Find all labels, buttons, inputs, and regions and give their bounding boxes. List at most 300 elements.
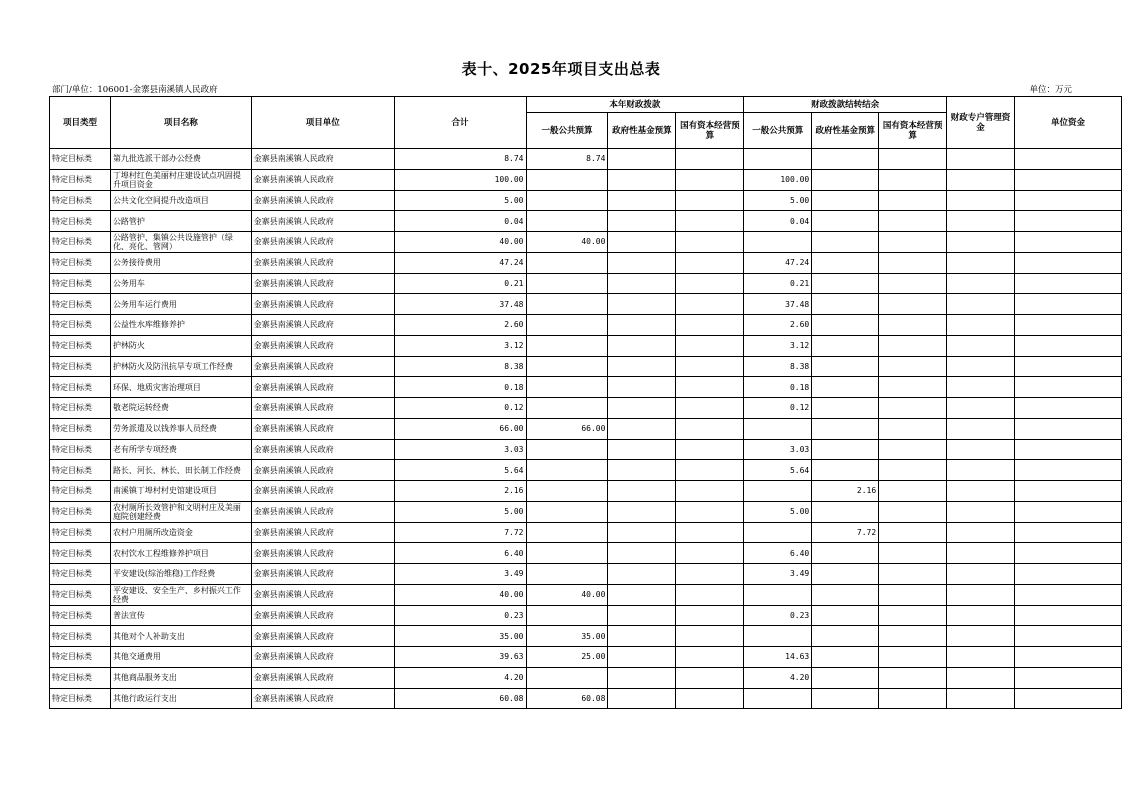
cell-current-general bbox=[526, 190, 608, 211]
cell-unit: 金寨县南溪镇人民政府 bbox=[251, 149, 394, 170]
cell-carryover-fund bbox=[812, 252, 879, 273]
cell-name: 护林防火 bbox=[110, 335, 251, 356]
cell-current-general bbox=[526, 335, 608, 356]
cell-type: 特定目标类 bbox=[50, 169, 111, 190]
cell-current-state bbox=[676, 211, 744, 232]
table-row bbox=[50, 398, 1122, 419]
cell-carryover-general: 3.49 bbox=[744, 564, 812, 585]
cell-special bbox=[947, 294, 1015, 315]
cell-carryover-state bbox=[879, 667, 947, 688]
cell-own bbox=[1015, 584, 1122, 605]
cell-name: 平安建设、安全生产、乡村振兴工作经费 bbox=[110, 584, 251, 605]
cell-type: 特定目标类 bbox=[50, 667, 111, 688]
cell-unit: 金寨县南溪镇人民政府 bbox=[251, 501, 394, 522]
cell-type: 特定目标类 bbox=[50, 605, 111, 626]
cell-current-general bbox=[526, 522, 608, 543]
table-row bbox=[50, 481, 1122, 502]
cell-name: 路长、河长、林长、田长制工作经费 bbox=[110, 460, 251, 481]
table-row bbox=[50, 584, 1122, 605]
cell-name: 其他对个人补助支出 bbox=[110, 626, 251, 647]
table-row bbox=[50, 294, 1122, 315]
cell-own bbox=[1015, 356, 1122, 377]
cell-carryover-general: 4.20 bbox=[744, 667, 812, 688]
cell-own bbox=[1015, 232, 1122, 253]
header-current-state: 国有资本经营预算 bbox=[676, 113, 744, 149]
cell-unit: 金寨县南溪镇人民政府 bbox=[251, 584, 394, 605]
cell-total: 0.23 bbox=[394, 605, 526, 626]
cell-unit: 金寨县南溪镇人民政府 bbox=[251, 398, 394, 419]
table-row bbox=[50, 418, 1122, 439]
cell-total: 5.64 bbox=[394, 460, 526, 481]
cell-current-fund bbox=[608, 647, 676, 668]
cell-carryover-general bbox=[744, 418, 812, 439]
document-title: 表十、2025年项目支出总表 bbox=[461, 60, 661, 78]
cell-carryover-fund bbox=[812, 211, 879, 232]
cell-carryover-general: 0.21 bbox=[744, 273, 812, 294]
cell-total: 40.00 bbox=[394, 232, 526, 253]
cell-current-general bbox=[526, 169, 608, 190]
cell-total: 39.63 bbox=[394, 647, 526, 668]
cell-special bbox=[947, 377, 1015, 398]
cell-current-state bbox=[676, 647, 744, 668]
cell-own bbox=[1015, 190, 1122, 211]
cell-current-state bbox=[676, 667, 744, 688]
cell-carryover-general: 5.64 bbox=[744, 460, 812, 481]
table-header bbox=[50, 97, 1122, 149]
cell-name: 公路管护、集镇公共设施管护（绿化、亮化、管网） bbox=[110, 232, 251, 253]
cell-unit: 金寨县南溪镇人民政府 bbox=[251, 605, 394, 626]
cell-total: 3.12 bbox=[394, 335, 526, 356]
cell-current-general bbox=[526, 315, 608, 336]
cell-carryover-general: 0.23 bbox=[744, 605, 812, 626]
header-name: 项目名称 bbox=[110, 97, 251, 149]
cell-current-fund bbox=[608, 481, 676, 502]
cell-special bbox=[947, 647, 1015, 668]
cell-type: 特定目标类 bbox=[50, 149, 111, 170]
cell-current-state bbox=[676, 439, 744, 460]
cell-own bbox=[1015, 460, 1122, 481]
cell-special bbox=[947, 501, 1015, 522]
cell-carryover-general bbox=[744, 149, 812, 170]
table-row bbox=[50, 356, 1122, 377]
cell-carryover-state bbox=[879, 190, 947, 211]
cell-current-fund bbox=[608, 294, 676, 315]
cell-carryover-fund bbox=[812, 647, 879, 668]
cell-total: 0.18 bbox=[394, 377, 526, 398]
cell-own bbox=[1015, 439, 1122, 460]
cell-current-state bbox=[676, 232, 744, 253]
cell-carryover-general bbox=[744, 522, 812, 543]
cell-unit: 金寨县南溪镇人民政府 bbox=[251, 439, 394, 460]
cell-carryover-fund bbox=[812, 335, 879, 356]
cell-current-fund bbox=[608, 460, 676, 481]
cell-unit: 金寨县南溪镇人民政府 bbox=[251, 647, 394, 668]
cell-own bbox=[1015, 522, 1122, 543]
cell-current-general: 60.08 bbox=[526, 688, 608, 709]
cell-current-state bbox=[676, 315, 744, 336]
cell-name: 公益性水库维修养护 bbox=[110, 315, 251, 336]
cell-carryover-fund bbox=[812, 273, 879, 294]
cell-special bbox=[947, 211, 1015, 232]
cell-current-general: 40.00 bbox=[526, 232, 608, 253]
table-row bbox=[50, 647, 1122, 668]
cell-total: 40.00 bbox=[394, 584, 526, 605]
cell-current-fund bbox=[608, 356, 676, 377]
cell-current-fund bbox=[608, 273, 676, 294]
cell-current-general: 8.74 bbox=[526, 149, 608, 170]
cell-unit: 金寨县南溪镇人民政府 bbox=[251, 211, 394, 232]
cell-special bbox=[947, 418, 1015, 439]
cell-current-fund bbox=[608, 626, 676, 647]
project-expenditure-table bbox=[49, 96, 1122, 709]
cell-carryover-state bbox=[879, 501, 947, 522]
table-row bbox=[50, 688, 1122, 709]
cell-type: 特定目标类 bbox=[50, 439, 111, 460]
cell-total: 6.40 bbox=[394, 543, 526, 564]
table-row bbox=[50, 543, 1122, 564]
cell-name: 公务接待费用 bbox=[110, 252, 251, 273]
cell-carryover-fund bbox=[812, 626, 879, 647]
cell-name: 第九批选派干部办公经费 bbox=[110, 149, 251, 170]
cell-carryover-fund bbox=[812, 149, 879, 170]
cell-special bbox=[947, 584, 1015, 605]
cell-special bbox=[947, 398, 1015, 419]
cell-current-general bbox=[526, 377, 608, 398]
cell-total: 0.04 bbox=[394, 211, 526, 232]
cell-current-general: 40.00 bbox=[526, 584, 608, 605]
cell-unit: 金寨县南溪镇人民政府 bbox=[251, 273, 394, 294]
cell-total: 66.00 bbox=[394, 418, 526, 439]
cell-current-fund bbox=[608, 564, 676, 585]
cell-own bbox=[1015, 294, 1122, 315]
cell-carryover-state bbox=[879, 626, 947, 647]
cell-special bbox=[947, 626, 1015, 647]
cell-current-general bbox=[526, 501, 608, 522]
cell-carryover-state bbox=[879, 315, 947, 336]
cell-name: 农村厕所长效管护和文明村庄及美丽庭院创建经费 bbox=[110, 501, 251, 522]
header-own: 单位资金 bbox=[1015, 97, 1122, 149]
cell-total: 4.20 bbox=[394, 667, 526, 688]
cell-carryover-state bbox=[879, 252, 947, 273]
cell-current-state bbox=[676, 356, 744, 377]
cell-current-fund bbox=[608, 605, 676, 626]
table-row bbox=[50, 460, 1122, 481]
table-row bbox=[50, 252, 1122, 273]
cell-name: 农村户用厕所改造资金 bbox=[110, 522, 251, 543]
cell-current-fund bbox=[608, 190, 676, 211]
cell-type: 特定目标类 bbox=[50, 252, 111, 273]
cell-carryover-state bbox=[879, 418, 947, 439]
cell-current-fund bbox=[608, 232, 676, 253]
cell-name: 敬老院运转经费 bbox=[110, 398, 251, 419]
cell-own bbox=[1015, 273, 1122, 294]
cell-carryover-state bbox=[879, 460, 947, 481]
cell-type: 特定目标类 bbox=[50, 688, 111, 709]
cell-total: 2.60 bbox=[394, 315, 526, 336]
cell-carryover-general: 3.03 bbox=[744, 439, 812, 460]
cell-unit: 金寨县南溪镇人民政府 bbox=[251, 460, 394, 481]
cell-carryover-state bbox=[879, 605, 947, 626]
cell-carryover-general: 5.00 bbox=[744, 501, 812, 522]
cell-special bbox=[947, 460, 1015, 481]
header-carryover-fund: 政府性基金预算 bbox=[812, 113, 879, 149]
cell-carryover-state bbox=[879, 232, 947, 253]
cell-special bbox=[947, 543, 1015, 564]
cell-unit: 金寨县南溪镇人民政府 bbox=[251, 294, 394, 315]
cell-total: 8.74 bbox=[394, 149, 526, 170]
cell-carryover-state bbox=[879, 398, 947, 419]
cell-own bbox=[1015, 688, 1122, 709]
cell-current-fund bbox=[608, 584, 676, 605]
cell-unit: 金寨县南溪镇人民政府 bbox=[251, 418, 394, 439]
cell-name: 公务用车运行费用 bbox=[110, 294, 251, 315]
cell-total: 35.00 bbox=[394, 626, 526, 647]
cell-unit: 金寨县南溪镇人民政府 bbox=[251, 232, 394, 253]
header-unit: 项目单位 bbox=[251, 97, 394, 149]
department-label: 部门/单位：106001-金寨县南溪镇人民政府 bbox=[52, 85, 218, 95]
cell-current-general bbox=[526, 398, 608, 419]
cell-own bbox=[1015, 481, 1122, 502]
cell-name: 南溪镇丁埠村村史馆建设项目 bbox=[110, 481, 251, 502]
cell-own bbox=[1015, 335, 1122, 356]
cell-special bbox=[947, 273, 1015, 294]
table-row bbox=[50, 190, 1122, 211]
cell-carryover-state bbox=[879, 294, 947, 315]
cell-carryover-fund bbox=[812, 543, 879, 564]
cell-carryover-fund bbox=[812, 667, 879, 688]
cell-unit: 金寨县南溪镇人民政府 bbox=[251, 190, 394, 211]
cell-own bbox=[1015, 377, 1122, 398]
cell-current-fund bbox=[608, 252, 676, 273]
cell-name: 劳务派遣及以钱养事人员经费 bbox=[110, 418, 251, 439]
cell-carryover-fund bbox=[812, 398, 879, 419]
cell-carryover-fund bbox=[812, 294, 879, 315]
cell-carryover-general: 0.12 bbox=[744, 398, 812, 419]
unit-label: 单位：万元 bbox=[1029, 85, 1072, 95]
header-carryover-general: 一般公共预算 bbox=[744, 113, 812, 149]
header-group-current: 本年财政拨款 bbox=[526, 97, 744, 113]
cell-total: 0.12 bbox=[394, 398, 526, 419]
cell-carryover-general bbox=[744, 688, 812, 709]
cell-current-state bbox=[676, 335, 744, 356]
cell-type: 特定目标类 bbox=[50, 584, 111, 605]
cell-own bbox=[1015, 667, 1122, 688]
table-row bbox=[50, 149, 1122, 170]
cell-current-general bbox=[526, 273, 608, 294]
cell-total: 5.00 bbox=[394, 501, 526, 522]
cell-type: 特定目标类 bbox=[50, 647, 111, 668]
cell-total: 47.24 bbox=[394, 252, 526, 273]
cell-unit: 金寨县南溪镇人民政府 bbox=[251, 335, 394, 356]
cell-carryover-state bbox=[879, 149, 947, 170]
cell-current-state bbox=[676, 460, 744, 481]
cell-carryover-state bbox=[879, 273, 947, 294]
cell-carryover-general: 37.48 bbox=[744, 294, 812, 315]
cell-carryover-fund bbox=[812, 418, 879, 439]
cell-current-general bbox=[526, 667, 608, 688]
cell-type: 特定目标类 bbox=[50, 543, 111, 564]
cell-current-fund bbox=[608, 169, 676, 190]
cell-current-fund bbox=[608, 377, 676, 398]
cell-carryover-general bbox=[744, 232, 812, 253]
cell-carryover-fund bbox=[812, 688, 879, 709]
cell-carryover-fund bbox=[812, 460, 879, 481]
table-row bbox=[50, 605, 1122, 626]
cell-carryover-general: 5.00 bbox=[744, 190, 812, 211]
cell-carryover-fund bbox=[812, 439, 879, 460]
cell-type: 特定目标类 bbox=[50, 294, 111, 315]
cell-type: 特定目标类 bbox=[50, 315, 111, 336]
cell-unit: 金寨县南溪镇人民政府 bbox=[251, 356, 394, 377]
cell-current-state bbox=[676, 481, 744, 502]
cell-current-general bbox=[526, 564, 608, 585]
cell-carryover-general: 6.40 bbox=[744, 543, 812, 564]
cell-own bbox=[1015, 501, 1122, 522]
cell-type: 特定目标类 bbox=[50, 273, 111, 294]
cell-current-general bbox=[526, 460, 608, 481]
cell-special bbox=[947, 232, 1015, 253]
cell-carryover-general: 0.04 bbox=[744, 211, 812, 232]
cell-carryover-state bbox=[879, 356, 947, 377]
cell-total: 7.72 bbox=[394, 522, 526, 543]
cell-type: 特定目标类 bbox=[50, 418, 111, 439]
cell-carryover-general: 8.38 bbox=[744, 356, 812, 377]
cell-name: 公务用车 bbox=[110, 273, 251, 294]
cell-type: 特定目标类 bbox=[50, 377, 111, 398]
cell-name: 其他商品服务支出 bbox=[110, 667, 251, 688]
cell-own bbox=[1015, 252, 1122, 273]
cell-carryover-state bbox=[879, 211, 947, 232]
cell-carryover-state bbox=[879, 335, 947, 356]
table-row bbox=[50, 564, 1122, 585]
header-current-general: 一般公共预算 bbox=[526, 113, 608, 149]
cell-current-fund bbox=[608, 418, 676, 439]
cell-special bbox=[947, 605, 1015, 626]
cell-current-fund bbox=[608, 688, 676, 709]
cell-current-state bbox=[676, 418, 744, 439]
cell-own bbox=[1015, 647, 1122, 668]
cell-name: 老有所学专项经费 bbox=[110, 439, 251, 460]
cell-special bbox=[947, 522, 1015, 543]
table-row bbox=[50, 377, 1122, 398]
cell-current-fund bbox=[608, 335, 676, 356]
cell-special bbox=[947, 688, 1015, 709]
cell-current-state bbox=[676, 252, 744, 273]
cell-special bbox=[947, 252, 1015, 273]
cell-carryover-general bbox=[744, 626, 812, 647]
cell-carryover-fund bbox=[812, 315, 879, 336]
cell-own bbox=[1015, 169, 1122, 190]
cell-own bbox=[1015, 211, 1122, 232]
cell-carryover-general: 100.00 bbox=[744, 169, 812, 190]
cell-current-state bbox=[676, 273, 744, 294]
cell-own bbox=[1015, 543, 1122, 564]
cell-current-state bbox=[676, 605, 744, 626]
cell-unit: 金寨县南溪镇人民政府 bbox=[251, 522, 394, 543]
cell-own bbox=[1015, 564, 1122, 585]
cell-own bbox=[1015, 315, 1122, 336]
cell-carryover-state bbox=[879, 564, 947, 585]
cell-current-general bbox=[526, 605, 608, 626]
cell-name: 平安建设(综治维稳)工作经费 bbox=[110, 564, 251, 585]
table-row bbox=[50, 315, 1122, 336]
cell-total: 37.48 bbox=[394, 294, 526, 315]
cell-name: 普法宣传 bbox=[110, 605, 251, 626]
header-group-carryover: 财政拨款结转结余 bbox=[744, 97, 947, 113]
table-row bbox=[50, 501, 1122, 522]
cell-current-general bbox=[526, 356, 608, 377]
cell-unit: 金寨县南溪镇人民政府 bbox=[251, 688, 394, 709]
cell-name: 其他行政运行支出 bbox=[110, 688, 251, 709]
cell-type: 特定目标类 bbox=[50, 481, 111, 502]
cell-carryover-fund: 2.16 bbox=[812, 481, 879, 502]
cell-unit: 金寨县南溪镇人民政府 bbox=[251, 626, 394, 647]
cell-type: 特定目标类 bbox=[50, 460, 111, 481]
table-row bbox=[50, 211, 1122, 232]
cell-unit: 金寨县南溪镇人民政府 bbox=[251, 252, 394, 273]
cell-current-state bbox=[676, 564, 744, 585]
cell-special bbox=[947, 335, 1015, 356]
cell-own bbox=[1015, 418, 1122, 439]
cell-type: 特定目标类 bbox=[50, 626, 111, 647]
cell-total: 5.00 bbox=[394, 190, 526, 211]
cell-carryover-fund bbox=[812, 501, 879, 522]
cell-type: 特定目标类 bbox=[50, 335, 111, 356]
cell-carryover-fund bbox=[812, 169, 879, 190]
table-row bbox=[50, 232, 1122, 253]
cell-type: 特定目标类 bbox=[50, 211, 111, 232]
cell-carryover-general: 47.24 bbox=[744, 252, 812, 273]
cell-own bbox=[1015, 626, 1122, 647]
cell-current-fund bbox=[608, 543, 676, 564]
cell-current-state bbox=[676, 377, 744, 398]
cell-current-state bbox=[676, 522, 744, 543]
cell-current-fund bbox=[608, 501, 676, 522]
cell-total: 2.16 bbox=[394, 481, 526, 502]
cell-current-state bbox=[676, 501, 744, 522]
cell-total: 0.21 bbox=[394, 273, 526, 294]
table-row bbox=[50, 439, 1122, 460]
cell-name: 其他交通费用 bbox=[110, 647, 251, 668]
cell-own bbox=[1015, 605, 1122, 626]
header-current-fund: 政府性基金预算 bbox=[608, 113, 676, 149]
cell-current-fund bbox=[608, 667, 676, 688]
cell-special bbox=[947, 169, 1015, 190]
cell-unit: 金寨县南溪镇人民政府 bbox=[251, 667, 394, 688]
cell-current-general bbox=[526, 294, 608, 315]
cell-unit: 金寨县南溪镇人民政府 bbox=[251, 564, 394, 585]
cell-current-state bbox=[676, 543, 744, 564]
cell-carryover-state bbox=[879, 439, 947, 460]
cell-carryover-fund bbox=[812, 377, 879, 398]
cell-current-fund bbox=[608, 211, 676, 232]
cell-carryover-general bbox=[744, 481, 812, 502]
cell-unit: 金寨县南溪镇人民政府 bbox=[251, 315, 394, 336]
cell-carryover-fund bbox=[812, 564, 879, 585]
cell-carryover-general: 2.60 bbox=[744, 315, 812, 336]
cell-current-state bbox=[676, 626, 744, 647]
cell-current-general bbox=[526, 481, 608, 502]
cell-unit: 金寨县南溪镇人民政府 bbox=[251, 481, 394, 502]
cell-carryover-state bbox=[879, 584, 947, 605]
table-row bbox=[50, 522, 1122, 543]
cell-name: 丁埠村红色美丽村庄建设试点巩固提升项目资金 bbox=[110, 169, 251, 190]
header-total: 合计 bbox=[394, 97, 526, 149]
cell-current-general: 66.00 bbox=[526, 418, 608, 439]
cell-current-general bbox=[526, 252, 608, 273]
cell-type: 特定目标类 bbox=[50, 522, 111, 543]
cell-type: 特定目标类 bbox=[50, 232, 111, 253]
